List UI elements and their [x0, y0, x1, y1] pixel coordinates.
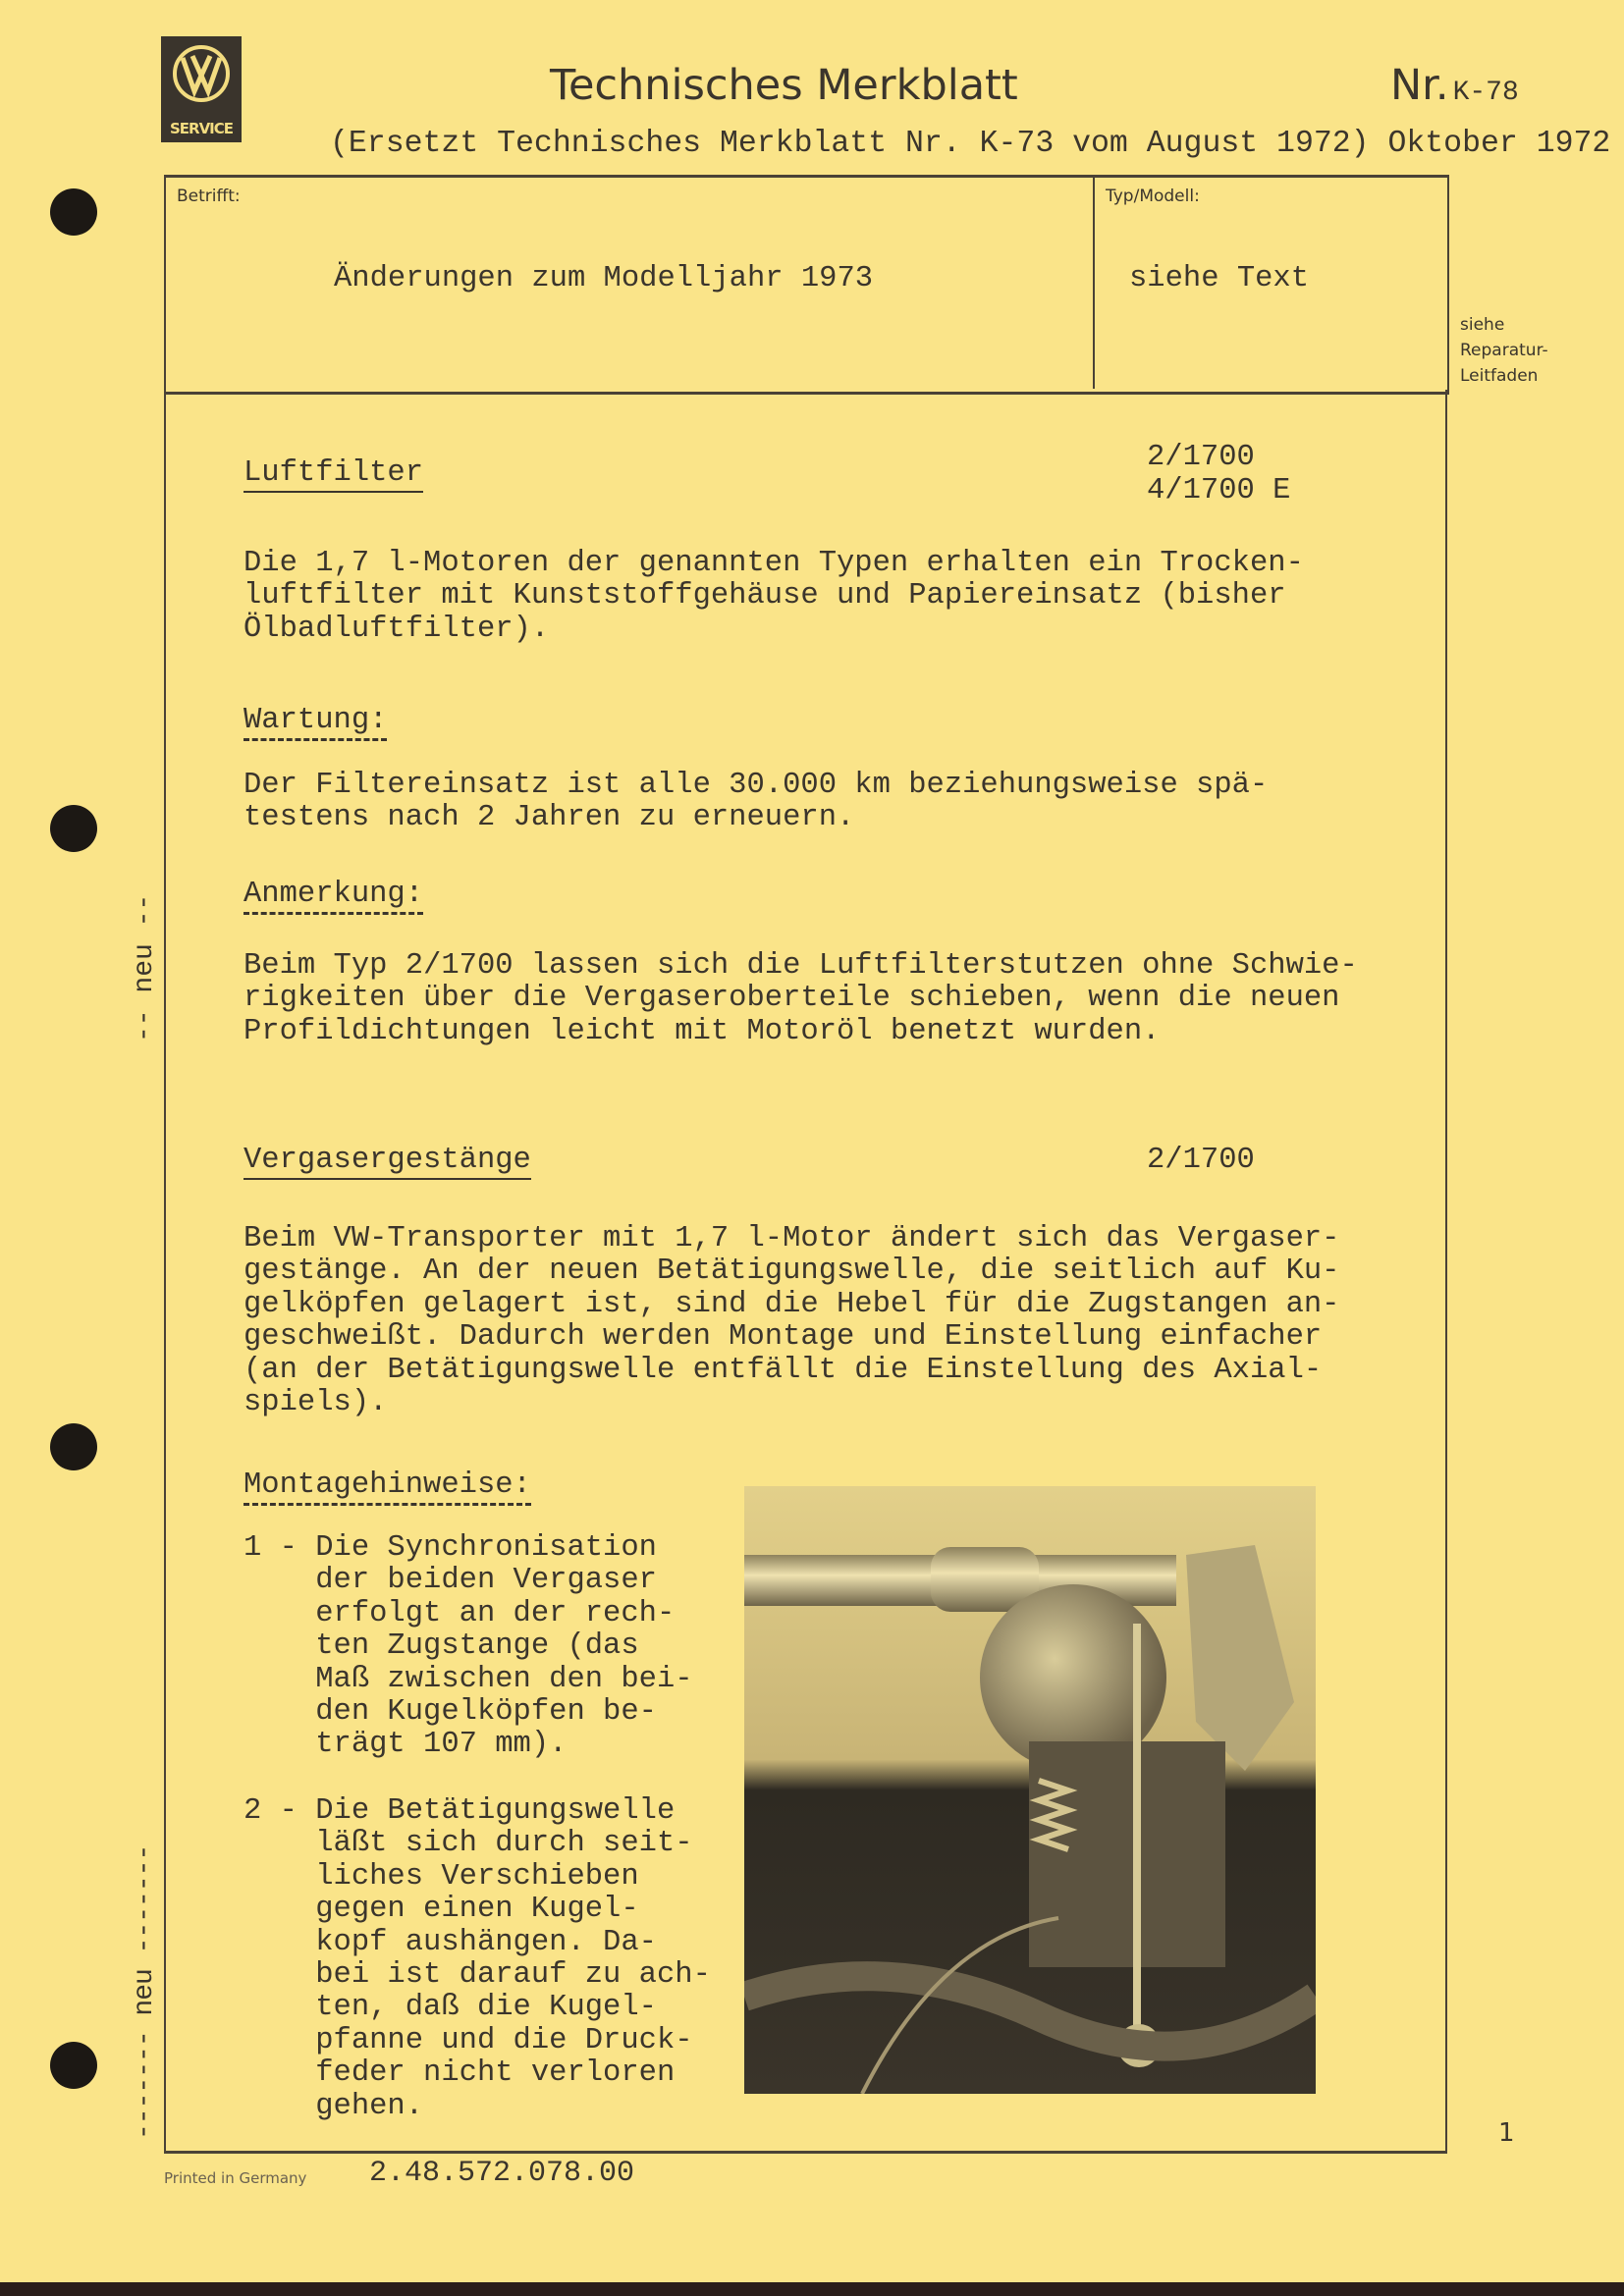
- vergaser-text: Beim VW-Transporter mit 1,7 l-Motor ändert sich das Vergaser- gestänge. An der neuen Betätigungswelle, die seitlich auf Ku- gelköpfen gelagert ist, sind die Hebel für die Zugstangen an- geschweißt. Dadurch werden Montage und Einstellung einfacher (an der Betätigungswelle entfällt die Einstellung des Axial- spiels).: [244, 1222, 1340, 1420]
- neu-margin-mark: ------- neu -------: [130, 1844, 160, 2140]
- page-number: 1: [1498, 2118, 1515, 2148]
- heading-wartung: Wartung:: [244, 705, 387, 741]
- luftfilter-type: 4/1700 E: [1147, 474, 1291, 507]
- anmerkung-text: Beim Typ 2/1700 lassen sich die Luftfilterstutzen ohne Schwie- rigkeiten über die Vergaseroberteile schieben, wenn die neuen Profildichtungen leicht mit Motoröl benetzt wurden.: [244, 949, 1358, 1048]
- logo-service-text: SERVICE: [169, 120, 234, 137]
- luftfilter-type: 2/1700: [1147, 441, 1255, 474]
- info-box-divider: [1093, 177, 1095, 389]
- heading-montagehinweise: Montagehinweise:: [244, 1469, 531, 1506]
- heading-anmerkung: Anmerkung:: [244, 879, 423, 915]
- main-box-left-border: [164, 390, 166, 2153]
- side-note: [1460, 312, 1548, 389]
- punch-hole: [50, 1423, 97, 1470]
- document-title: Technisches Merkblatt: [550, 61, 1018, 110]
- neu-margin-mark: -- neu --: [130, 893, 160, 1042]
- vw-service-logo: [161, 36, 242, 142]
- side-note-line: Reparatur-: [1460, 341, 1548, 360]
- punch-hole: [50, 805, 97, 852]
- wartung-text: Der Filtereinsatz ist alle 30.000 km beziehungsweise spä- testens nach 2 Jahren zu erneuern.: [244, 769, 1269, 835]
- nr-value: K-78: [1452, 78, 1519, 108]
- heading-luftfilter: Luftfilter: [244, 457, 423, 493]
- main-box-right-border: [1445, 390, 1447, 2153]
- vw-logo-icon: [161, 36, 242, 115]
- typ-value: siehe Text: [1129, 262, 1310, 295]
- document-number: [1390, 61, 1519, 110]
- printed-in-germany: Printed in Germany: [164, 2169, 307, 2187]
- typ-label: Typ/Modell:: [1106, 187, 1200, 206]
- document-subtitle: (Ersetzt Technisches Merkblatt Nr. K-73 vom August 1972) Oktober 1972: [330, 127, 1611, 161]
- scan-edge: [0, 2282, 1624, 2296]
- montage-item: 1 - Die Synchronisation der beiden Vergaser erfolgt an der rech- ten Zugstange (das Maß zwischen den bei- den Kugelköpfen be- trägt 107 mm).: [244, 1531, 693, 1762]
- carburetor-linkage-photo: [744, 1486, 1316, 2094]
- heading-vergasergestaenge: Vergasergestänge: [244, 1145, 531, 1180]
- montage-item: 2 - Die Betätigungswelle läßt sich durch seit- liches Verschieben gegen einen Kugel- kopf aushängen. Da- bei ist darauf zu ach- ten, daß die Kugel- pfanne und die Druck- feder nicht verloren gehen.: [244, 1794, 711, 2123]
- vergaser-type: 2/1700: [1147, 1144, 1255, 1177]
- punch-hole: [50, 188, 97, 236]
- luftfilter-text: Die 1,7 l-Motoren der genannten Typen erhalten ein Trocken- luftfilter mit Kunststoffgehäuse und Papiereinsatz (bisher Ölbadluftfilter).: [244, 547, 1304, 646]
- betrifft-value: Änderungen zum Modelljahr 1973: [334, 262, 874, 295]
- main-box-bottom-border: [164, 2151, 1447, 2154]
- side-note-line: siehe: [1460, 315, 1505, 335]
- betrifft-label: Betrifft:: [177, 187, 241, 206]
- side-note-line: Leitfaden: [1460, 366, 1539, 386]
- punch-hole: [50, 2042, 97, 2089]
- document-code: 2.48.572.078.00: [369, 2157, 635, 2190]
- nr-label: Nr.: [1390, 61, 1449, 110]
